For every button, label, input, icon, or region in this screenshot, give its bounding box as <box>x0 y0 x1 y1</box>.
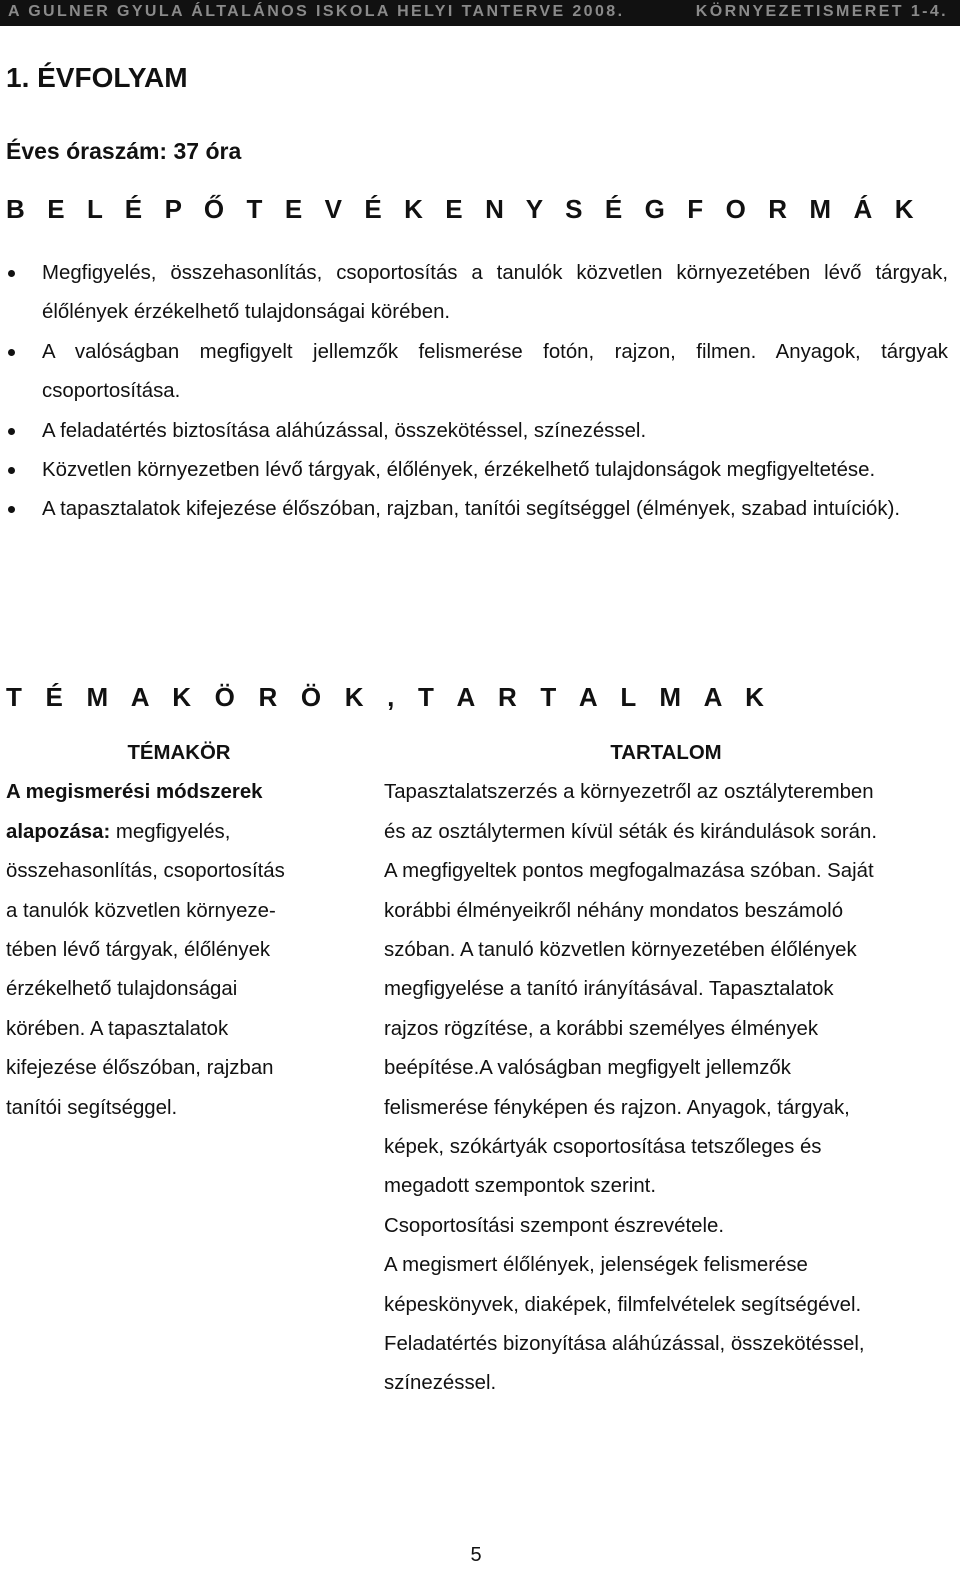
page-number: 5 <box>470 1544 482 1566</box>
list-item <box>0 333 960 412</box>
list-item-text: A tapasztalatok kifejezése élőszóban, rajzban, tanítói segítséggel (élmények, szabad intuíciók). <box>42 498 901 521</box>
bullet-icon <box>8 270 15 277</box>
content-line: megadott szempontok szerint. <box>384 1175 657 1198</box>
annual-hours: Éves óraszám: 37 óra <box>6 138 242 164</box>
list-item <box>0 412 960 451</box>
topic-line: tanítói segítséggel. <box>6 1096 178 1119</box>
content-line: megfigyelése a tanító irányításával. Tapasztalatok <box>384 978 834 1001</box>
header-subject: KÖRNYEZETISMERET 1-4. <box>695 3 948 20</box>
topic-line: tében lévő tárgyak, élőlények <box>6 939 271 962</box>
list-item <box>0 490 960 529</box>
bullet-icon <box>8 506 15 513</box>
running-header <box>0 0 960 26</box>
topic-line: A megismerési módszerek <box>6 781 263 804</box>
page-title: 1. ÉVFOLYAM <box>6 62 188 93</box>
list-item-text: A valóságban megfigyelt jellemzők felismerése fotón, rajzon, filmen. Anyagok, tárgyak csoportosítása. <box>42 340 948 403</box>
topic-line: kifejezése élőszóban, rajzban <box>6 1057 274 1080</box>
content-line: Feladatértés bizonyítása aláhúzással, összekötéssel, <box>384 1333 865 1356</box>
content-line: színezéssel. <box>384 1372 497 1395</box>
content-line: képeskönyvek, diaképek, filmfelvételek segítségével. <box>384 1293 862 1316</box>
topic-column <box>6 734 346 1128</box>
bullet-icon <box>8 428 15 435</box>
topics-heading: T É M A K Ö R Ö K , T A R T A L M A K <box>6 682 773 712</box>
content-column-header: TARTALOM <box>610 742 722 764</box>
content-line: korábbi élményeikről néhány mondatos beszámoló <box>384 899 844 922</box>
content-line: szóban. A tanuló közvetlen környezetében élőlények <box>384 939 857 962</box>
entry-activities-heading: B E L É P Ő T E V É K E N Y S É G F O R M Á K <box>6 194 922 224</box>
content-line: Tapasztalatszerzés a környezetről az osztályteremben <box>384 781 874 804</box>
content-line: rajzos rögzítése, a korábbi személyes élmények <box>384 1017 819 1040</box>
entry-activities-list <box>0 254 960 530</box>
bullet-icon <box>8 467 15 474</box>
topic-line: körében. A tapasztalatok <box>6 1017 229 1040</box>
topic-column-header: TÉMAKÖR <box>127 742 231 764</box>
list-item-text: A feladatértés biztosítása aláhúzással, összekötéssel, színezéssel. <box>42 419 647 442</box>
content-line: beépítése.A valóságban megfigyelt jellemzők <box>384 1057 791 1080</box>
topic-line: alapozása: megfigyelés, <box>6 820 231 843</box>
header-school-title: A GULNER GYULA ÁLTALÁNOS ISKOLA HELYI TANTERVE 2008. <box>8 3 625 20</box>
content-column <box>384 734 954 1404</box>
bullet-icon <box>8 349 15 356</box>
list-item-text: Megfigyelés, összehasonlítás, csoportosítás a tanulók közvetlen környezetében lévő tárgyak, élőlények érzékelhető tulajdonságai körében. <box>42 262 948 324</box>
content-line: A megismert élőlények, jelenségek felismerése <box>384 1254 808 1277</box>
topic-line: a tanulók közvetlen környeze- <box>6 899 276 922</box>
content-line: Csoportosítási szempont észrevétele. <box>384 1214 724 1237</box>
list-item <box>0 254 960 333</box>
content-line: felismerése fényképen és rajzon. Anyagok, tárgyak, <box>384 1096 850 1119</box>
topic-line: érzékelhető tulajdonságai <box>6 978 238 1001</box>
topic-line: összehasonlítás, csoportosítás <box>6 860 285 883</box>
list-item-text: Közvetlen környezetben lévő tárgyak, élőlények, érzékelhető tulajdonságok megfigyeltetése. <box>42 459 876 482</box>
content-line: és az osztálytermen kívül séták és kirándulások során. <box>384 820 877 843</box>
content-line: A megfigyeltek pontos megfogalmazása szóban. Saját <box>384 860 874 883</box>
content-line: képek, szókártyák csoportosítása tetszőleges és <box>384 1136 822 1159</box>
list-item <box>0 451 960 490</box>
